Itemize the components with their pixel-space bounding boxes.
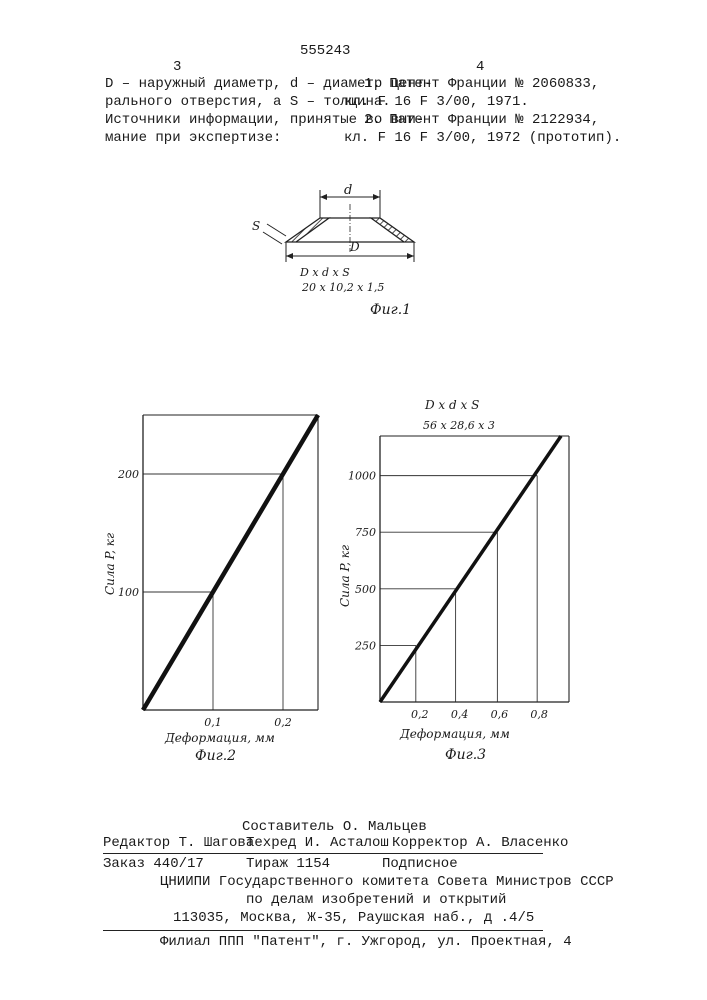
fig3-y-tick-1: 500 bbox=[355, 582, 376, 596]
imprint-techred: Техред И. Асталош bbox=[246, 835, 389, 851]
fig3-y-tick-3: 1000 bbox=[348, 469, 376, 483]
imprint-address: 113035, Москва, Ж-35, Раушская наб., д .4/5 bbox=[173, 910, 535, 926]
reference-1-line-2: кл. F 16 F 3/00, 1971. bbox=[344, 94, 529, 110]
definition-line-2: рального отверстия, а S – толщина. bbox=[105, 94, 391, 110]
imprint-compiler: Составитель О. Мальцев bbox=[242, 819, 427, 835]
sources-line-1: Источники информации, принятые во вни- bbox=[105, 112, 425, 128]
fig2-ylabel: Сила P, кг bbox=[103, 532, 117, 595]
imprint-org-2: по делам изобретений и открытий bbox=[246, 892, 507, 908]
fig2-caption: Фиг.2 bbox=[195, 748, 237, 764]
fig3-ylabel: Сила P, кг bbox=[338, 544, 352, 607]
imprint-circulation: Тираж 1154 bbox=[246, 856, 331, 872]
imprint-order: Заказ 440/17 bbox=[103, 856, 204, 872]
definition-line-1: D – наружный диаметр, d – диаметр цент- bbox=[105, 76, 433, 92]
patent-number: 555243 bbox=[300, 43, 351, 59]
fig3-y-tick-0: 250 bbox=[355, 639, 376, 653]
fig2-x-tick-1: 0,2 bbox=[274, 716, 292, 729]
reference-1-line-1: 1. Патент Франции № 2060833, bbox=[364, 76, 600, 92]
column-number-right: 4 bbox=[476, 59, 485, 75]
reference-2-line-2: кл. F 16 F 3/00, 1972 (прототип). bbox=[344, 130, 622, 146]
reference-2-line-1: 2. Патент Франции № 2122934, bbox=[364, 112, 600, 128]
imprint-rule-2 bbox=[103, 930, 543, 931]
fig3-x-tick-2: 0,6 bbox=[490, 708, 509, 721]
fig3-xlabel: Деформация, мм bbox=[400, 727, 510, 741]
fig1-label-D: D bbox=[350, 240, 360, 254]
fig2-chart bbox=[100, 395, 340, 775]
fig3-subtitle: 56 x 28,6 x 3 bbox=[423, 419, 495, 432]
fig1-washer-left-section bbox=[286, 218, 329, 242]
fig2-x-tick-0: 0,1 bbox=[204, 716, 222, 729]
fig2-y-tick-1: 200 bbox=[118, 468, 139, 481]
fig1-label-d: d bbox=[344, 183, 353, 198]
fig2-xlabel: Деформация, мм bbox=[165, 731, 275, 745]
fig1-label-S: S bbox=[252, 219, 261, 233]
imprint-org-1: ЦНИИПИ Государственного комитета Совета Министров СССР bbox=[160, 874, 614, 890]
fig3-x-tick-1: 0,4 bbox=[450, 708, 469, 721]
fig3-chart bbox=[335, 392, 585, 777]
fig2-y-tick-0: 100 bbox=[118, 586, 139, 599]
fig1-dims-formula: D x d x S bbox=[300, 266, 350, 279]
imprint-rule-1 bbox=[103, 853, 543, 854]
imprint-branch: Филиал ППП "Патент", г. Ужгород, ул. Проектная, 4 bbox=[160, 934, 572, 950]
column-number-left: 3 bbox=[173, 59, 182, 75]
fig1-washer-right-section bbox=[371, 218, 414, 242]
fig3-x-tick-0: 0,2 bbox=[411, 708, 429, 721]
imprint-corrector: Корректор А. Власенко bbox=[392, 835, 569, 851]
sources-line-2: мание при экспертизе: bbox=[105, 130, 282, 146]
fig1-caption: Фиг.1 bbox=[370, 302, 412, 318]
fig3-title: D x d x S bbox=[425, 398, 480, 412]
fig1-washer-diagram bbox=[240, 180, 440, 320]
fig3-caption: Фиг.3 bbox=[445, 747, 487, 763]
imprint-editor: Редактор Т. Шагова bbox=[103, 835, 255, 851]
fig3-y-tick-2: 750 bbox=[355, 526, 376, 540]
imprint-subscription: Подписное bbox=[382, 856, 458, 872]
fig1-dims-values: 20 x 10,2 x 1,5 bbox=[302, 281, 385, 294]
fig2-series-line bbox=[143, 415, 318, 710]
fig3-x-tick-3: 0,8 bbox=[530, 708, 548, 721]
